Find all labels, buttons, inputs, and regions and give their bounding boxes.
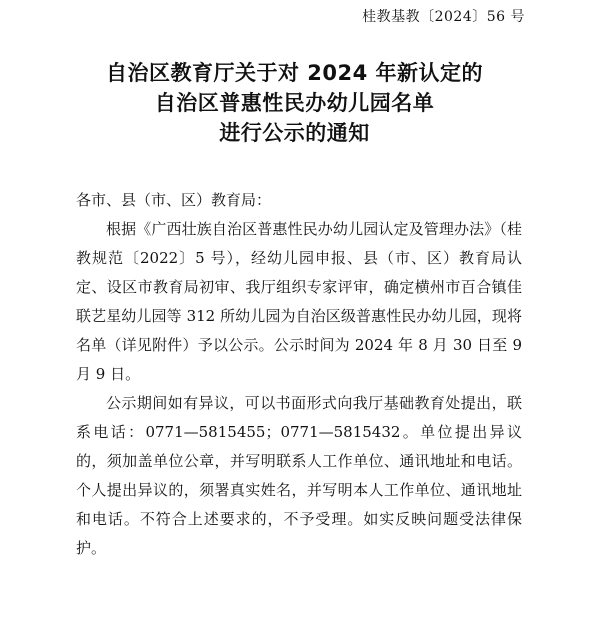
body-paragraph-2: 公示期间如有异议，可以书面形式向我厅基础教育处提出，联系电话：0771—5815455；0771—5815432。单位提出异议的，须加盖单位公章，并写明联系人工作单位、通讯地址和电话。个人提出异议的，须署真实姓名，并写明本人工作单位、通讯地址和电话。不符合上述要求的，不予受理。如实反映问题受法律保护。 [76, 394, 522, 557]
title-line-2: 自治区普惠性民办幼儿园名单 [154, 91, 435, 115]
salutation: 各市、县（市、区）教育局： [76, 191, 272, 209]
body-paragraph-1: 根据《广西壮族自治区普惠性民办幼儿园认定及管理办法》（桂教规范〔2022〕5 号），经幼儿园申报、县（市、区）教育局认定、设区市教育局初审、我厅组织专家评审，确定横州市百合镇佳联艺星幼儿园等 312 所幼儿园为自治区级普惠性民办幼儿园，现将名单（详见附件）予以公示。公示时间为 2024 年 8 月 30 日至 9 月 9 日。 [76, 220, 522, 383]
title-line-3: 进行公示的通知 [219, 121, 370, 145]
document-title [0, 58, 589, 148]
title-line-1: 自治区教育厅关于对 2024 年新认定的 [105, 61, 484, 85]
document-number: 桂教基教〔2024〕56 号 [362, 9, 525, 25]
document-body [76, 186, 522, 563]
